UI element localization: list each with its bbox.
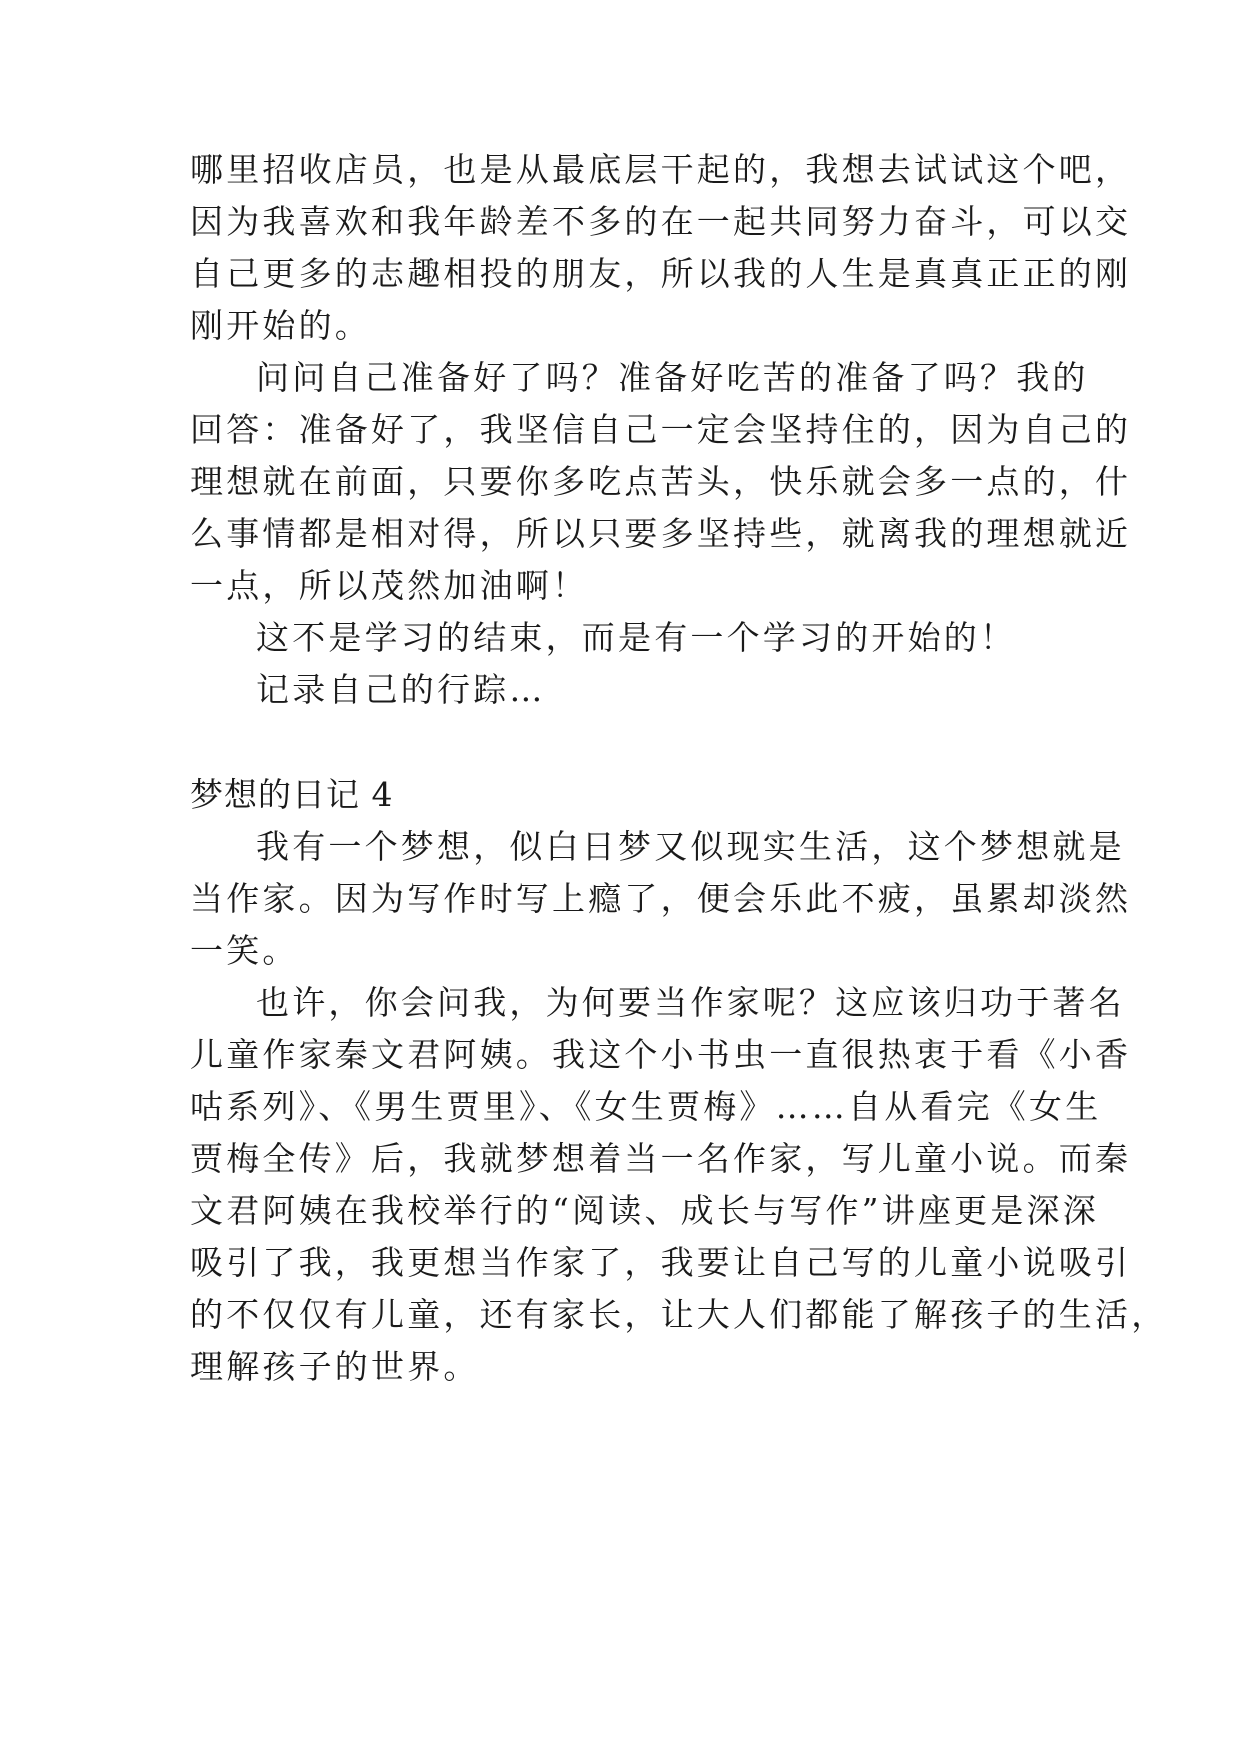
paragraph-5-line-3: 一笑。 [190, 931, 299, 970]
paragraph-1-line-3: 自己更多的志趣相投的朋友，所以我的人生是真真正正的刚 [190, 254, 1132, 293]
paragraph-6-line-8: 理解孩子的世界。 [190, 1347, 480, 1386]
paragraph-2-line-5: 一点，所以茂然加油啊！ [190, 566, 589, 605]
paragraph-6-line-7: 的不仅仅有儿童，还有家长，让大人们都能了解孩子的生活， [190, 1295, 1168, 1334]
paragraph-4-line-1: 记录自己的行踪… [256, 670, 546, 709]
paragraph-3-line-1: 这不是学习的结束，而是有一个学习的开始的！ [256, 618, 1017, 657]
paragraph-2-line-1: 问问自己准备好了吗？准备好吃苦的准备了吗？我的 [256, 358, 1089, 397]
paragraph-1-line-2: 因为我喜欢和我年龄差不多的在一起共同努力奋斗，可以交 [190, 202, 1132, 241]
paragraph-6-line-5: 文君阿姨在我校举行的“阅读、成长与写作”讲座更是深深 [190, 1191, 1099, 1230]
paragraph-2-line-3: 理想就在前面，只要你多吃点苦头，快乐就会多一点的，什 [190, 462, 1132, 501]
paragraph-5-line-1: 我有一个梦想，似白日梦又似现实生活，这个梦想就是 [256, 827, 1125, 866]
paragraph-1-line-4: 刚开始的。 [190, 306, 371, 345]
paragraph-6-line-1: 也许，你会问我，为何要当作家呢？这应该归功于著名 [256, 983, 1125, 1022]
paragraph-6-line-4: 贾梅全传》后，我就梦想着当一名作家，写儿童小说。而秦 [190, 1139, 1132, 1178]
paragraph-2-line-2: 回答：准备好了，我坚信自己一定会坚持住的，因为自己的 [190, 410, 1132, 449]
paragraph-2-line-4: 么事情都是相对得，所以只要多坚持些，就离我的理想就近 [190, 514, 1132, 553]
paragraph-6-line-2: 儿童作家秦文君阿姨。我这个小书虫一直很热衷于看《小香 [190, 1035, 1132, 1074]
paragraph-5-line-2: 当作家。因为写作时写上瘾了，便会乐此不疲，虽累却淡然 [190, 879, 1132, 918]
paragraph-1-line-1: 哪里招收店员，也是从最底层干起的，我想去试试这个吧， [190, 150, 1132, 189]
section-title: 梦想的日记 4 [190, 775, 394, 814]
paragraph-6-line-3: 咕系列》、《男生贾里》、《女生贾梅》……自从看完《女生 [190, 1087, 1102, 1126]
paragraph-6-line-6: 吸引了我，我更想当作家了，我要让自己写的儿童小说吸引 [190, 1243, 1132, 1282]
